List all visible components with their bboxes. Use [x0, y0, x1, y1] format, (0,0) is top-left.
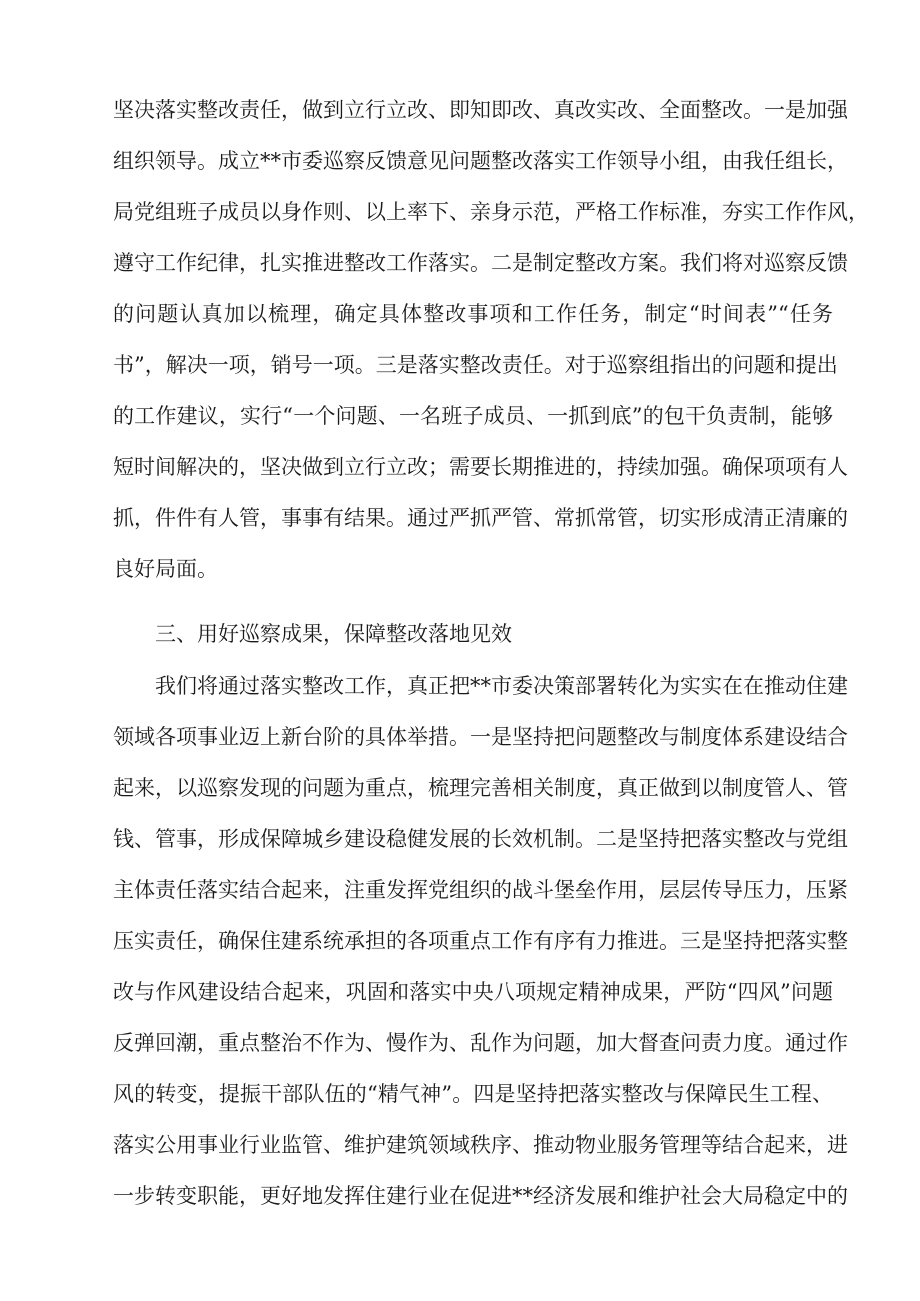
paragraph-2-line: 起来，以巡察发现的问题为重点，梳理完善相关制度，真正做到以制度管人、管	[113, 776, 848, 800]
paragraph-2-line: 风的转变，提振干部队伍的“精气神”。四是坚持把落实整改与保障民生工程、	[113, 1082, 833, 1106]
paragraph-2-line: 我们将通过落实整改工作，真正把**市委决策部署转化为实实在在推动住建	[155, 674, 848, 698]
paragraph-2-line: 压实责任，确保住建系统承担的各项重点工作有序有力推进。三是坚持把落实整	[113, 929, 848, 953]
section-heading: 三、用好巡察成果，保障整改落地见效	[155, 622, 512, 646]
paragraph-1-line: 的工作建议，实行“一个问题、一名班子成员、一抓到底”的包干负责制，能够	[113, 404, 833, 428]
paragraph-1-line: 短时间解决的，坚决做到立行立改；需要长期推进的，持续加强。确保项项有人	[113, 455, 848, 479]
paragraph-1-line: 组织领导。成立**市委巡察反馈意见问题整改落实工作领导小组，由我任组长，	[113, 149, 848, 173]
paragraph-1-line: 抓，件件有人管，事事有结果。通过严抓严管、常抓常管，切实形成清正清廉的	[113, 506, 848, 530]
paragraph-2-line: 主体责任落实结合起来，注重发挥党组织的战斗堡垒作用，层层传导压力，压紧	[113, 878, 848, 902]
paragraph-1-line: 遵守工作纪律，扎实推进整改工作落实。二是制定整改方案。我们将对巡察反馈	[113, 251, 848, 275]
paragraph-2-line: 领域各项事业迈上新台阶的具体举措。一是坚持把问题整改与制度体系建设结合	[113, 725, 848, 749]
paragraph-2-line: 改与作风建设结合起来，巩固和落实中央八项规定精神成果，严防“四风”问题	[113, 980, 833, 1004]
paragraph-1-line: 局党组班子成员以身作则、以上率下、亲身示范，严格工作标准，夯实工作作风，	[113, 200, 869, 224]
paragraph-1-line: 书”，解决一项，销号一项。三是落实整改责任。对于巡察组指出的问题和提出	[113, 353, 838, 377]
paragraph-2-line: 钱、管事，形成保障城乡建设稳健发展的长效机制。二是坚持把落实整改与党组	[113, 827, 848, 851]
paragraph-2-line: 一步转变职能，更好地发挥住建行业在促进**经济发展和维护社会大局稳定中的	[113, 1184, 848, 1208]
paragraph-1-line: 良好局面。	[113, 557, 218, 581]
paragraph-2-line: 反弹回潮，重点整治不作为、慢作为、乱作为问题，加大督查问责力度。通过作	[113, 1031, 848, 1055]
paragraph-2-line: 落实公用事业行业监管、维护建筑领域秩序、推动物业服务管理等结合起来，进	[113, 1133, 848, 1157]
paragraph-1-line: 的问题认真加以梳理，确定具体整改事项和工作任务，制定“时间表”“任务	[113, 302, 833, 326]
paragraph-1-line: 坚决落实整改责任，做到立行立改、即知即改、真改实改、全面整改。一是加强	[113, 98, 848, 122]
